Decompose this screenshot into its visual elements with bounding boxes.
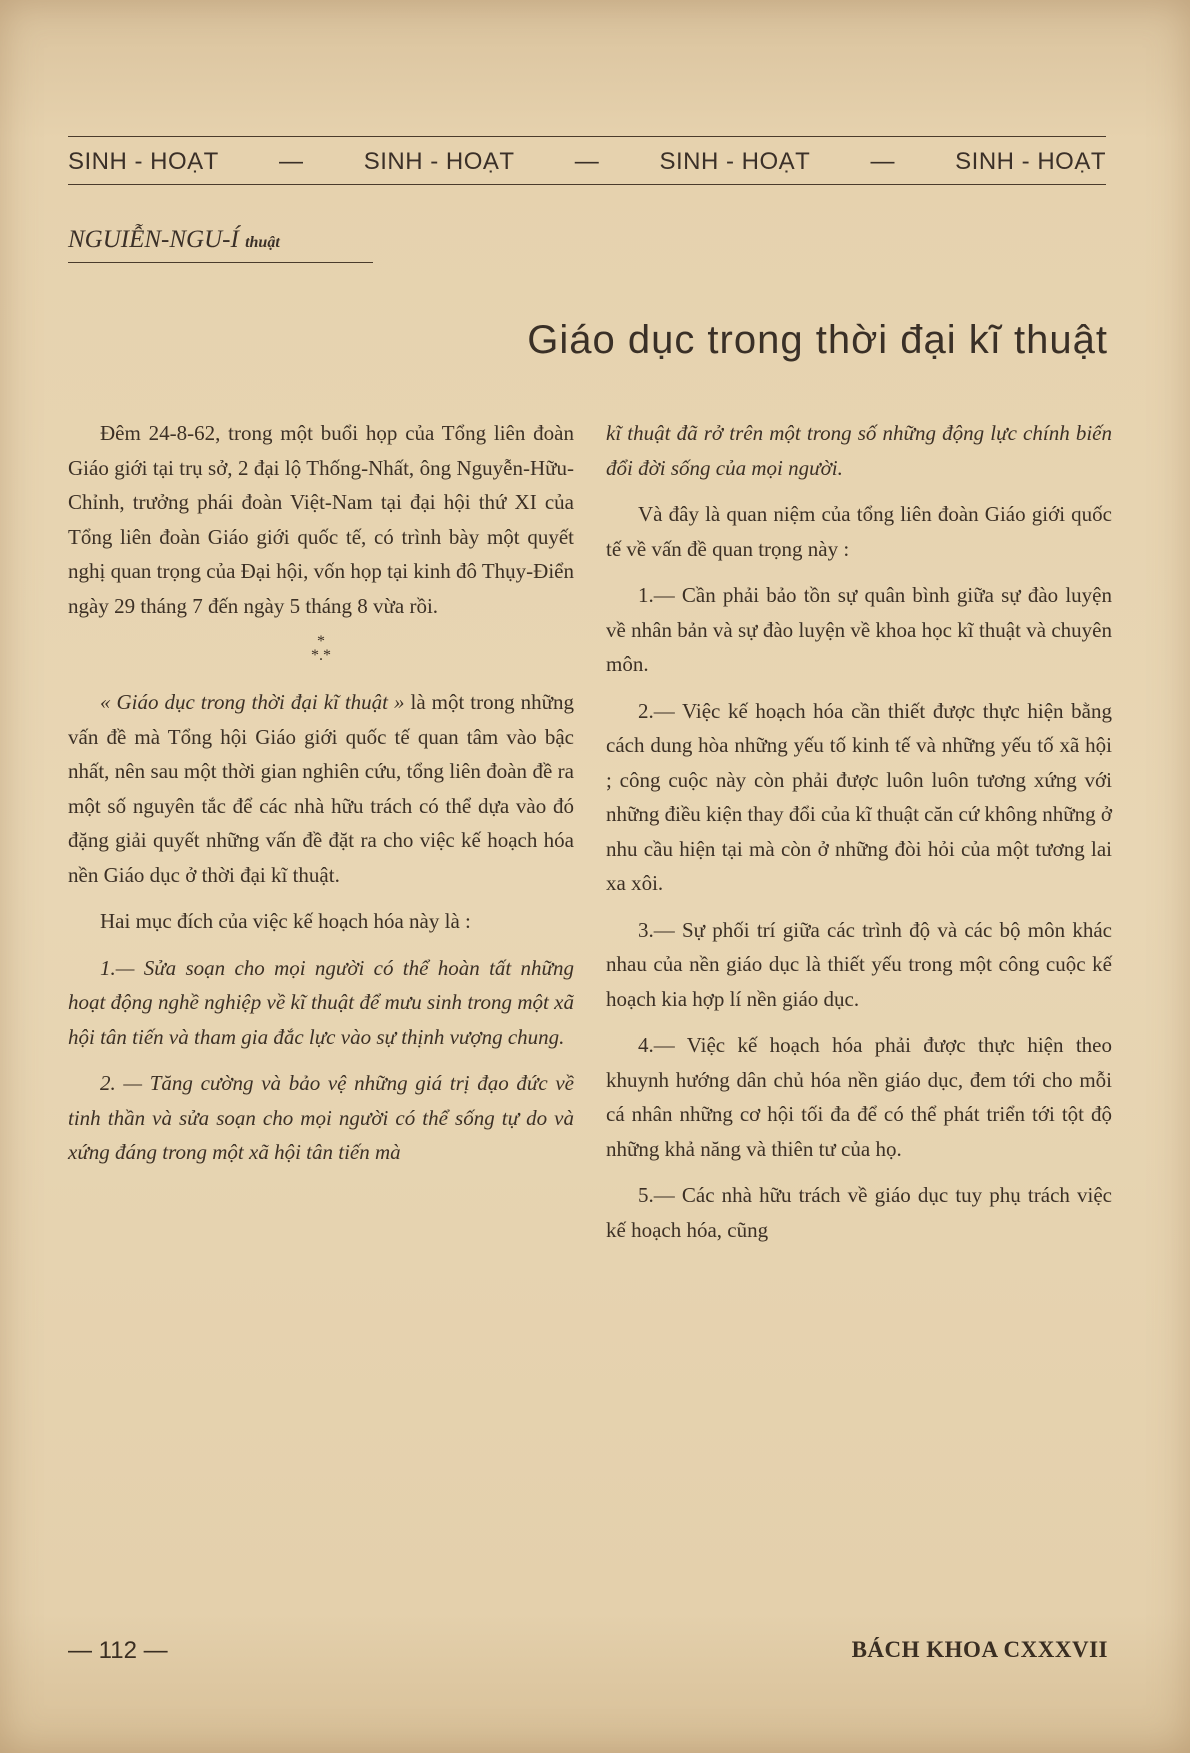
running-header-dash: — — [279, 148, 304, 175]
paragraph: 2. — Tăng cường và bảo vệ những giá trị đạo đức về tinh thần và sửa soạn cho mọi người có thể sống tự do và xứng đáng trong một xã hội tân tiến mà — [68, 1071, 574, 1164]
left-column — [68, 416, 574, 1182]
paragraph-text: là một trong những vấn đề mà Tổng hội Giáo giới quốc tế quan tâm vào bậc nhất, nên sau một thời gian nghiên cứu, tổng liên đoàn đề ra một số nguyên tắc để các nhà hữu trách có thể dựa vào đó đặng giải quyết những vấn đề đặt ra cho việc kế hoạch hóa nền Giáo dục ở thời đại kĩ thuật. — [68, 690, 574, 887]
paragraph: 1.— Cần phải bảo tồn sự quân bình giữa sự đào luyện về nhân bản và sự đào luyện về khoa học kĩ thuật và chuyên môn. — [606, 583, 1112, 676]
paragraph: 1.— Sửa soạn cho mọi người có thể hoàn tất những hoạt động nghề nghiệp về kĩ thuật để mưu sinh trong một xã hội tân tiến và tham gia đắc lực vào sự thịnh vượng chung. — [68, 955, 574, 1049]
paragraph — [68, 685, 574, 892]
running-header-dash: — — [870, 148, 895, 175]
paragraph: 4.— Việc kế hoạch hóa phải được thực hiện theo khuynh hướng dân chủ hóa nền giáo dục, đem tới cho mỗi cá nhân những cơ hội tối đa để có thể phát triển tới tột độ những khả năng và thiên tư của họ. — [606, 1033, 1112, 1161]
separator-star-top: * — [317, 633, 325, 650]
paragraph: kĩ thuật đã rở trên một trong số những động lực chính biến đổi đời sống của mọi người. — [606, 421, 1112, 480]
running-header-item: SINH - HOẠT — [68, 148, 219, 175]
running-header-item: SINH - HOẠT — [955, 148, 1106, 175]
author-name: NGUIỄN-NGU-Í — [68, 226, 239, 253]
author-byline — [68, 226, 280, 254]
header-top-rule — [68, 136, 1106, 137]
separator-star-bottom: *.* — [311, 647, 331, 664]
paragraph: 3.— Sự phối trí giữa các trình độ và các bộ môn khác nhau của nền giáo dục là thiết yếu trong một công cuộc kế hoạch kia hợp lí nền giáo dục. — [606, 917, 1112, 1011]
running-header-item: SINH - HOẠT — [659, 148, 811, 175]
paragraph: Đêm 24-8-62, trong một buổi họp của Tổng liên đoàn Giáo giới tại trụ sở, 2 đại lộ Thống-Nhất, ông Nguyễn-Hữu-Chỉnh, trưởng phái đoàn Việt-Nam tại đại hội thứ XI của Tổng liên đoàn Giáo giới quốc tế, có trình bày một quyết nghị quan trọng của Đại hội, vốn họp tại kinh đô Thụy-Điển ngày 29 tháng 7 đến ngày 5 tháng 8 vừa rồi. — [68, 421, 574, 618]
running-header-dash: — — [574, 148, 600, 175]
article-title: Giáo dục trong thời đại kĩ thuật — [527, 318, 1108, 362]
paragraph: 5.— Các nhà hữu trách về giáo dục tuy phụ trách việc kế hoạch hóa, cũng — [606, 1183, 1112, 1242]
running-header-item: SINH - HOẠT — [363, 148, 515, 175]
publication-name: BÁCH KHOA CXXXVII — [851, 1637, 1108, 1662]
quoted-title: « Giáo dục trong thời đại kĩ thuật » — [100, 690, 405, 714]
author-underline — [68, 262, 373, 263]
running-header — [68, 142, 1106, 182]
section-separator — [68, 635, 574, 663]
page-number: — 112 — — [68, 1637, 168, 1664]
right-column — [606, 416, 1112, 1259]
paragraph: Và đây là quan niệm của tổng liên đoàn Giáo giới quốc tế về vấn đề quan trọng này : — [606, 502, 1112, 561]
author-suffix: thuật — [245, 234, 280, 251]
header-bottom-rule — [68, 184, 1106, 185]
paragraph: 2.— Việc kế hoạch hóa cần thiết được thực hiện bằng cách dung hòa những yếu tố kinh tế và những yếu tố xã hội ; công cuộc này còn phải được luôn luôn tương xứng với những điều kiện thay đổi của kĩ thuật căn cứ không những ở nhu cầu hiện tại mà còn ở những đòi hỏi của một tương lai xa xôi. — [606, 698, 1112, 895]
paragraph: Hai mục đích của việc kế hoạch hóa này là : — [100, 909, 471, 933]
